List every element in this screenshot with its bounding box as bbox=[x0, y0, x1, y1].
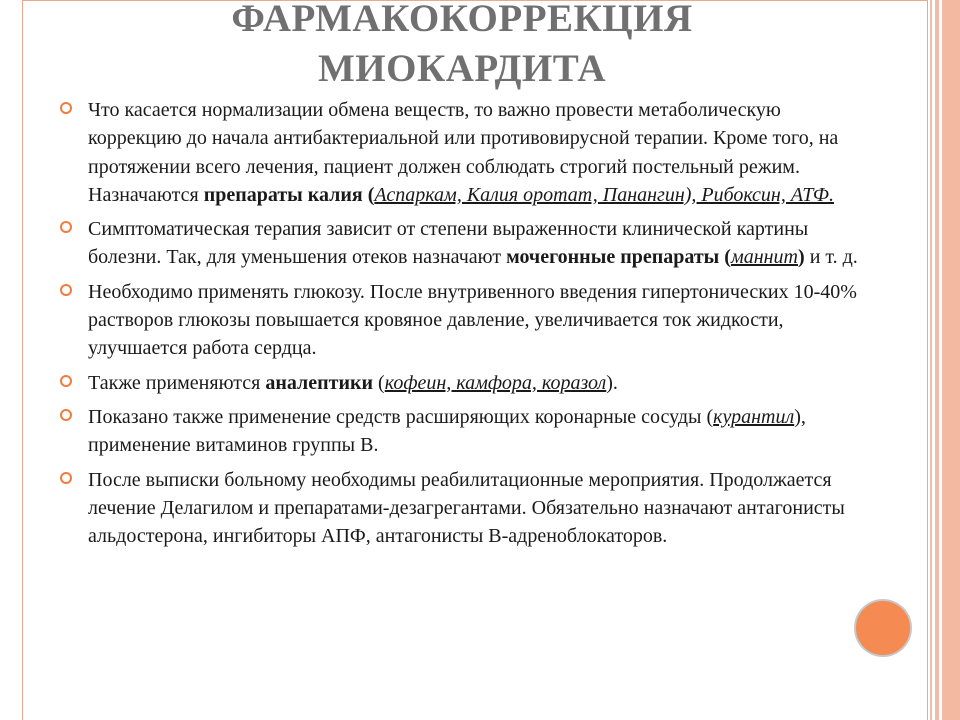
drug-names: маннит bbox=[730, 246, 799, 269]
bullet-text: Показано также применение средств расширяющих коронарные сосуды ( bbox=[88, 405, 714, 428]
bullet-item-2 bbox=[60, 215, 860, 272]
title-line-2: МИОКАРДИТА bbox=[318, 47, 606, 90]
bullet-bold-text: препараты калия ( bbox=[203, 183, 375, 206]
circle-bullet-icon bbox=[60, 221, 72, 233]
bullet-text: Что касается нормализации обмена веществ, то важно провести метаболическую коррекцию до начала антибактериальной или противовирусной терапии. Кроме того, на протяжении всего лечения, пациент должен соблюдать строгий постельный режим. Назначаются bbox=[88, 99, 839, 206]
decorative-orange-circle bbox=[854, 599, 912, 657]
bullet-item-3 bbox=[60, 278, 860, 363]
stripe-medium bbox=[935, 0, 939, 720]
drug-names: курантил bbox=[713, 405, 795, 428]
slide-title bbox=[22, 0, 902, 94]
bullet-item-1 bbox=[60, 96, 860, 209]
bullet-bold-text: ) bbox=[798, 246, 805, 269]
bullet-text: ), применение витаминов группы В. bbox=[88, 405, 806, 457]
bullet-bold-text: аналептики bbox=[265, 371, 374, 394]
bullet-list bbox=[60, 96, 860, 556]
drug-names: кофеин, камфора, коразол bbox=[384, 371, 607, 394]
circle-bullet-icon bbox=[60, 409, 72, 421]
circle-bullet-icon bbox=[60, 375, 72, 387]
bullet-text: После выписки больному необходимы реабилитационные мероприятия. Продолжается лечение Делагилом и препаратами-дезагрегантами. Обязательно назначают антагонисты альдостерона, ингибиторы АПФ, антагонисты В-адреноблокаторов. bbox=[88, 468, 845, 548]
bullet-item-5 bbox=[60, 403, 860, 460]
stripe-wide bbox=[942, 0, 960, 720]
circle-bullet-icon bbox=[60, 284, 72, 296]
bullet-item-4 bbox=[60, 369, 860, 397]
title-line-1: ФАРМАКОКОРРЕКЦИЯ bbox=[231, 0, 693, 40]
bullet-item-6 bbox=[60, 466, 860, 551]
bullet-text: ). bbox=[606, 371, 618, 394]
bullet-text: Симптоматическая терапия зависит от степени выраженности клинической картины болезни. Так, для уменьшения отеков назначают bbox=[88, 218, 809, 269]
bullet-text: и т. д. bbox=[804, 246, 858, 269]
stripe-thin bbox=[930, 0, 932, 720]
bullet-text: Необходимо применять глюкозу. После внутривенного введения гипертонических 10-40% растворов глюкозы повышается кровяное давление, увеличивается ток жидкости, улучшается работа сердца. bbox=[88, 280, 857, 360]
circle-bullet-icon bbox=[60, 472, 72, 484]
bullet-bold-text: мочегонные препараты ( bbox=[506, 246, 731, 269]
drug-names: Аспаркам, Калия оротат, Панангин), Рибоксин, АТФ. bbox=[374, 183, 834, 206]
circle-bullet-icon bbox=[60, 102, 72, 114]
decorative-stripes bbox=[930, 0, 960, 720]
bullet-text: ( bbox=[373, 371, 385, 394]
bullet-text: Также применяются bbox=[88, 371, 266, 394]
